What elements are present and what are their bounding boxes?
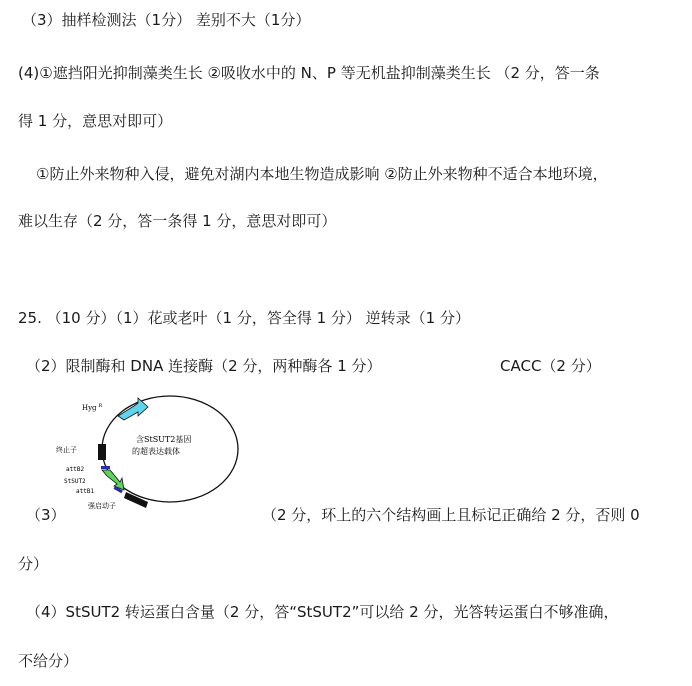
- answer-25-2-cacc: CACC（2 分）: [500, 357, 601, 375]
- answer-4-line-4: 难以生存（2 分，答一条得 1 分，意思对即可）: [18, 212, 337, 230]
- plasmid-center-line-2: 的超表达载体: [132, 447, 180, 456]
- answer-25-2-line: （2）限制酶和 DNA 连接酶（2 分，两种酶各 1 分）: [26, 357, 382, 375]
- terminator-block: [98, 444, 106, 460]
- answer-4-line-2: 得 1 分，意思对即可）: [18, 112, 173, 130]
- answer-3-line: （3）抽样检测法（1分） 差别不大（1分）: [22, 11, 311, 29]
- question-25-line: 25. （10 分）（1）花或老叶（1 分，答全得 1 分） 逆转录（1 分）: [18, 309, 470, 327]
- answer-4-line-3: ①防止外来物种入侵，避免对湖内本地生物造成影响 ②防止外来物种不适合本地环境，: [36, 165, 608, 183]
- attb2-label: attB2: [66, 466, 85, 473]
- stsut2-gene-arrow: [102, 470, 124, 490]
- answer-25-4-cont: 不给分）: [18, 652, 79, 670]
- answer-4-line-1: (4)①遮挡阳光抑制藻类生长 ②吸收水中的 N、P 等无机盐抑制藻类生长 （2 分，答一条: [18, 64, 600, 82]
- answer-25-4-line: （4）StSUT2 转运蛋白含量（2 分，答“StSUT2”可以给 2 分，光答转运蛋白不够准确，: [26, 603, 619, 621]
- terminator-label: 终止子: [56, 446, 77, 454]
- promoter-label: 强启动子: [88, 502, 116, 510]
- hyg-label: Hyg $^R$: [82, 403, 103, 412]
- answer-25-3-cont: 分）: [18, 555, 49, 573]
- answer-25-3-label: （3）: [26, 506, 66, 524]
- attb2-site: [101, 466, 110, 469]
- hyg-resistance-arrow: [118, 398, 148, 420]
- plasmid-center-line-1: 含StSUT2基因: [136, 435, 192, 444]
- attb1-label: attB1: [76, 488, 95, 495]
- plasmid-diagram: [52, 392, 252, 520]
- stsut2-label: StSUT2: [64, 478, 86, 485]
- answer-25-3-text: （2 分，环上的六个结构画上且标记正确给 2 分，否则 0: [262, 506, 640, 524]
